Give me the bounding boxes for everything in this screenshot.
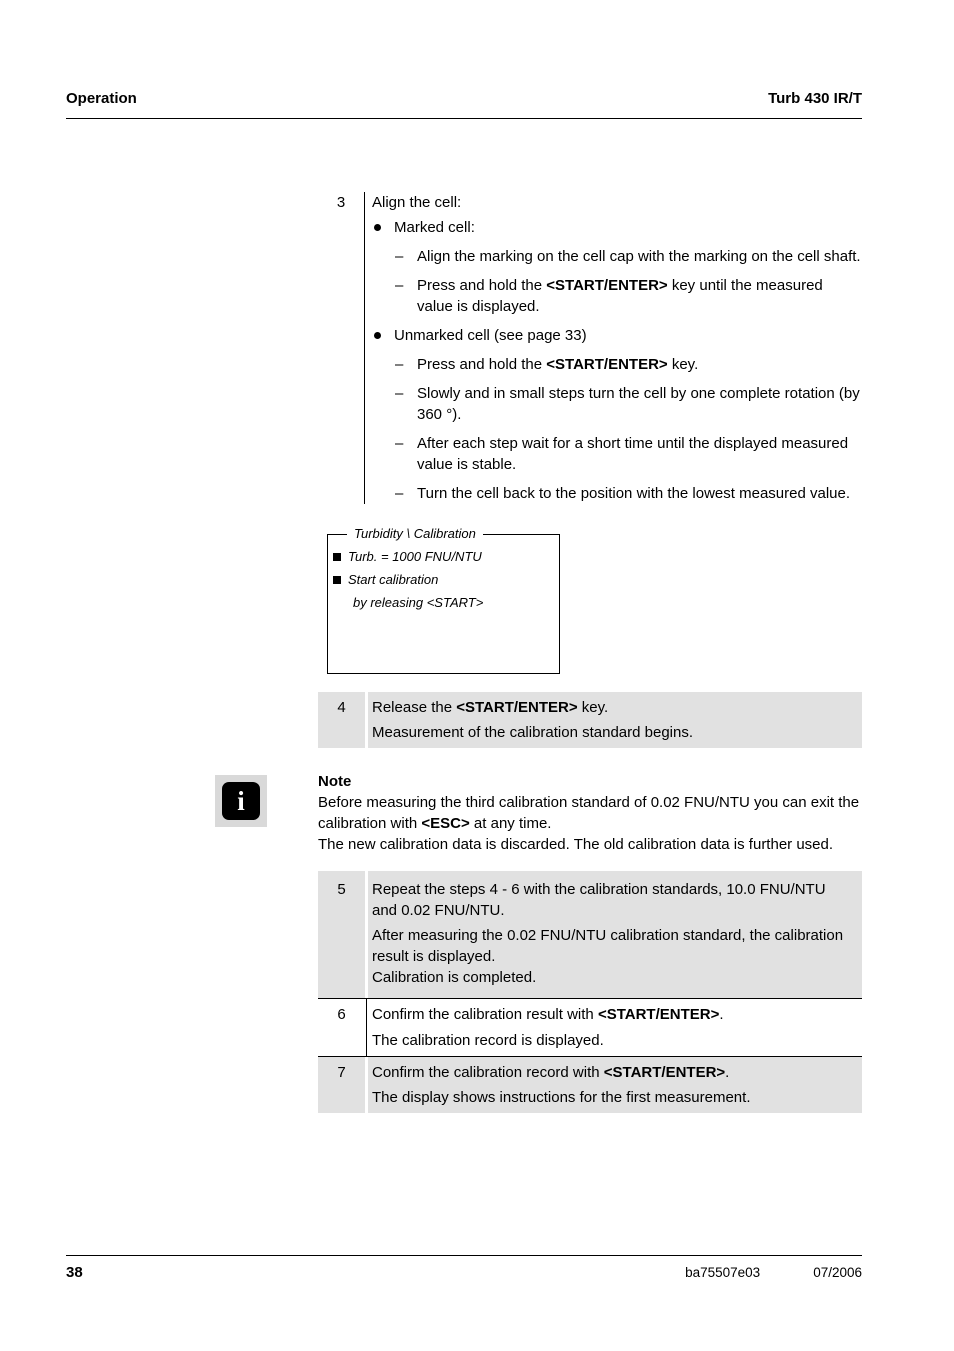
display-screen-title: Turbidity \ Calibration	[347, 527, 483, 541]
instruction-text: After each step wait for a short time until the displayed measured value is stable.	[417, 435, 849, 473]
display-line-text: Start calibration	[348, 572, 439, 587]
step-title: Align the cell:	[372, 194, 462, 211]
step-content	[368, 999, 862, 1056]
instruction-text: Turn the cell back to the position with the lowest measured value.	[417, 485, 851, 502]
instruction-text: Measurement of the calibration standard begins.	[372, 724, 694, 741]
instruction-item	[395, 433, 862, 475]
info-icon-glyph: i	[222, 782, 260, 820]
display-line	[333, 596, 551, 610]
dash-icon	[395, 483, 417, 504]
step-number: 4	[318, 692, 365, 748]
step-content	[368, 1057, 862, 1113]
instruction-item	[395, 383, 862, 425]
step-row-7	[318, 1057, 862, 1113]
step-number: 7	[318, 1057, 365, 1113]
step-3	[318, 192, 862, 504]
footer-meta	[685, 1262, 862, 1283]
dash-icon	[395, 433, 417, 475]
instruction-text: Repeat the steps 4 - 6 with the calibration standards, 10.0 FNU/NTU and 0.02 FNU/NTU.	[372, 881, 826, 919]
step-number: 6	[337, 1006, 346, 1023]
row-divider	[366, 999, 367, 1056]
step-number: 5	[318, 871, 365, 998]
note-block	[215, 771, 862, 855]
instruction-item	[395, 246, 862, 267]
step-content	[368, 692, 862, 748]
dash-icon	[395, 383, 417, 425]
step-table	[66, 871, 862, 1113]
step-content	[368, 871, 862, 998]
document-id: ba75507e03	[685, 1265, 761, 1280]
note-text	[318, 771, 862, 855]
note-paragraph: Before measuring the third calibration standard of 0.02 FNU/NTU you can exit the calibration with <ESC> at any time.	[318, 794, 860, 832]
instruction-item	[395, 354, 862, 375]
page-header	[66, 88, 862, 119]
page-footer	[66, 1255, 862, 1283]
display-line-text: Turb. = 1000 FNU/NTU	[348, 549, 482, 564]
note-title: Note	[318, 773, 352, 790]
instruction-item	[395, 275, 862, 317]
step-number: 3	[318, 192, 365, 504]
step-row-4	[318, 692, 862, 748]
instruction-text: Calibration is completed.	[372, 969, 537, 986]
display-screen	[327, 526, 560, 674]
header-product-name: Turb 430 IR/T	[768, 90, 862, 107]
instruction-text: Release the <START/ENTER> key.	[372, 699, 609, 716]
bullet-item	[372, 217, 862, 238]
instruction-text: Confirm the calibration result with <START/ENTER>.	[372, 1006, 724, 1023]
instruction-text: Confirm the calibration record with <START/ENTER>.	[372, 1064, 730, 1081]
instruction-text: After measuring the 0.02 FNU/NTU calibration standard, the calibration result is displayed.	[372, 927, 844, 965]
bullet-item	[372, 325, 862, 346]
instruction-text: Align the marking on the cell cap with the marking on the cell shaft.	[417, 248, 861, 265]
square-bullet-icon	[333, 553, 341, 561]
instruction-text: Slowly and in small steps turn the cell by one complete rotation (by 360 °).	[417, 385, 860, 423]
dash-icon	[395, 354, 417, 375]
bullet-label: Unmarked cell (see page 33)	[394, 327, 587, 344]
display-line	[333, 550, 551, 564]
display-line	[333, 573, 551, 587]
dash-icon	[395, 275, 417, 317]
info-icon	[215, 775, 267, 827]
square-bullet-icon	[333, 576, 341, 584]
dash-icon	[395, 246, 417, 267]
instruction-text: Press and hold the <START/ENTER> key until the measured value is displayed.	[417, 277, 823, 315]
instruction-text: Press and hold the <START/ENTER> key.	[417, 356, 699, 373]
instruction-text: The display shows instructions for the first measurement.	[372, 1089, 751, 1106]
note-paragraph: The new calibration data is discarded. The old calibration data is further used.	[318, 836, 834, 853]
document-date: 07/2006	[813, 1265, 862, 1280]
bullet-icon	[374, 224, 381, 231]
page-number: 38	[66, 1264, 83, 1281]
instruction-item	[395, 483, 862, 504]
header-section-title: Operation	[66, 90, 137, 107]
step-row-5	[318, 871, 862, 998]
instruction-text: The calibration record is displayed.	[372, 1032, 604, 1049]
step-row-6	[318, 998, 862, 1057]
step-content	[365, 192, 862, 504]
bullet-icon	[374, 332, 381, 339]
display-line-text: by releasing <START>	[353, 595, 484, 610]
bullet-label: Marked cell:	[394, 219, 475, 236]
